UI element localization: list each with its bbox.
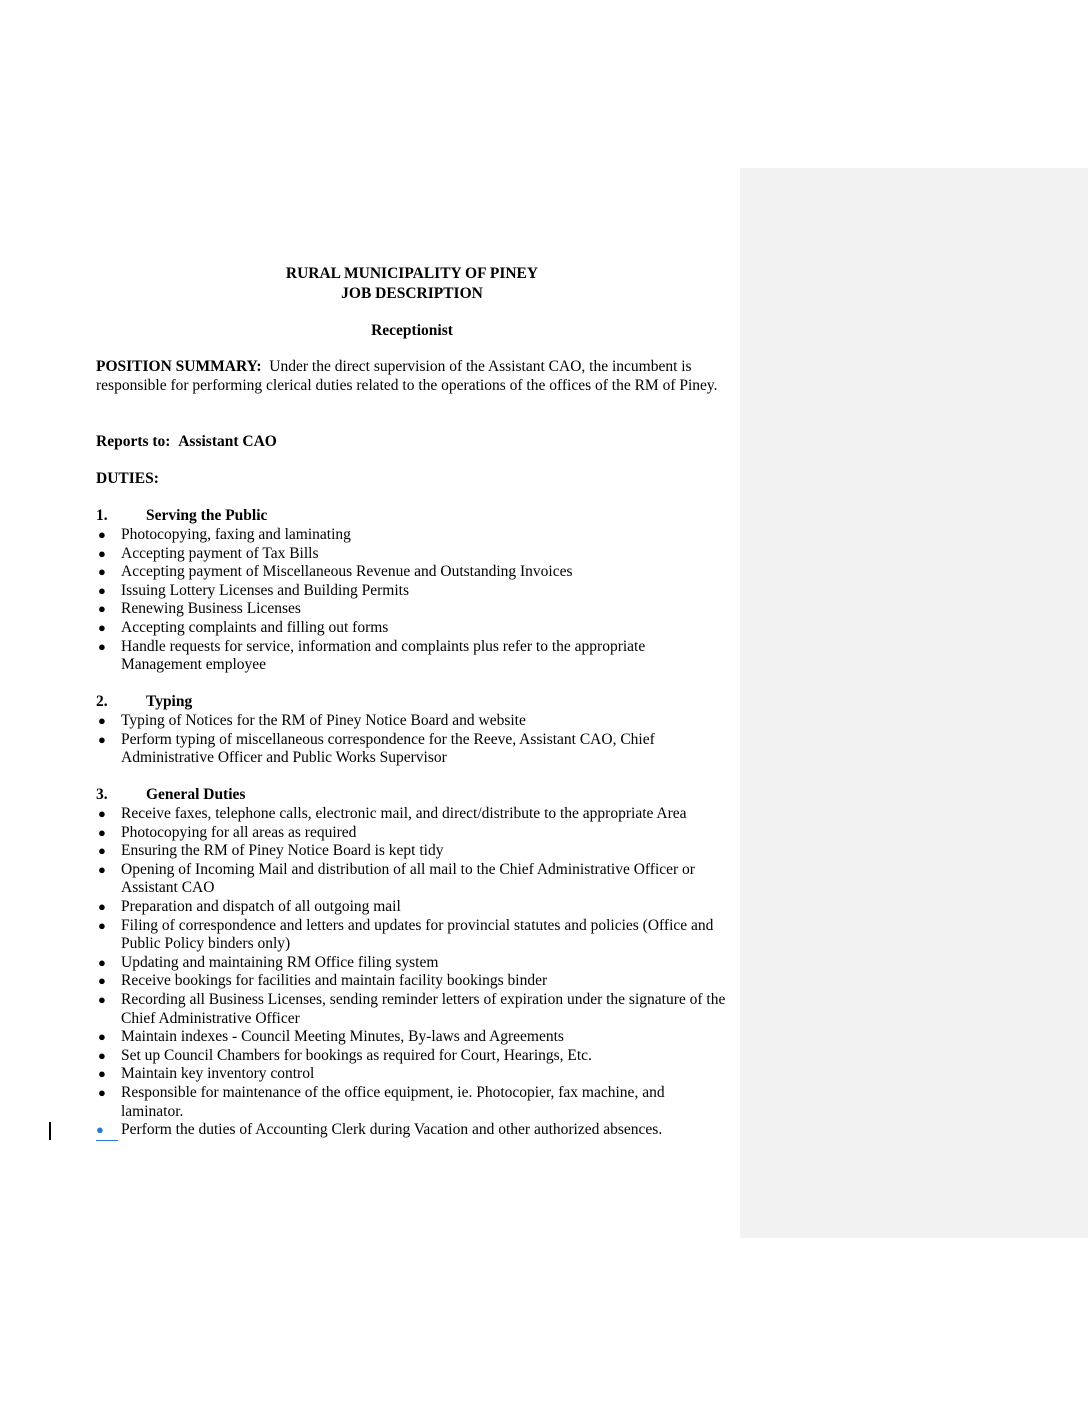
section-heading-general-duties bbox=[96, 786, 245, 805]
list-item: ● Photocopying for all areas as required bbox=[98, 823, 357, 841]
list-item: ● Set up Council Chambers for bookings as required for Court, Hearings, Etc. bbox=[98, 1046, 592, 1064]
duties-list-serving-public bbox=[96, 526, 728, 675]
list-item: ● Maintain key inventory control bbox=[98, 1065, 315, 1083]
section-title: Typing bbox=[146, 693, 193, 710]
reports-to bbox=[96, 433, 728, 452]
list-item: ● Accepting payment of Miscellaneous Revenue and Outstanding Invoices bbox=[98, 563, 573, 581]
list-item: ● Issuing Lottery Licenses and Building Permits bbox=[98, 581, 410, 599]
section-number: 2. bbox=[96, 693, 108, 710]
document-title bbox=[96, 264, 728, 304]
list-item: ● Accepting payment of Tax Bills bbox=[98, 544, 319, 562]
list-item: ● Handle requests for service, information and complaints plus refer to the appropriate Management employee bbox=[98, 637, 646, 674]
list-item: ● Receive faxes, telephone calls, electronic mail, and direct/distribute to the appropriate Area bbox=[98, 805, 687, 822]
section-heading-serving-public bbox=[96, 507, 267, 526]
bullet-icon: ● bbox=[98, 731, 106, 747]
list-item: ● Renewing Business Licenses bbox=[98, 600, 301, 618]
reports-value: Assistant CAO bbox=[178, 433, 277, 450]
bullet-icon: ● bbox=[98, 1084, 106, 1100]
duties-list-typing bbox=[96, 712, 728, 768]
duties-list-general bbox=[96, 805, 728, 1140]
bullet-icon: ● bbox=[98, 713, 106, 728]
section-title: Serving the Public bbox=[146, 507, 268, 524]
bullet-icon: ● bbox=[98, 638, 106, 654]
bullet-icon: ● bbox=[98, 843, 106, 859]
section-number: 3. bbox=[96, 786, 108, 803]
bullet-icon: ● bbox=[98, 1047, 106, 1063]
summary-text: Under the direct supervision of the Assistant CAO, the incumbent is responsible for performing clerical duties related to the operations of the offices of the RM of Piney. bbox=[96, 358, 718, 394]
section-title: General Duties bbox=[146, 786, 246, 803]
bullet-icon: ● bbox=[98, 861, 106, 877]
bullet-icon: ● bbox=[98, 991, 106, 1007]
list-item: ● Perform typing of miscellaneous correspondence for the Reeve, Assistant CAO, Chief Administrative Officer and Public Works Supervisor bbox=[98, 730, 655, 767]
list-item: ● Maintain indexes - Council Meeting Minutes, By-laws and Agreements bbox=[98, 1028, 564, 1046]
list-item: ● Preparation and dispatch of all outgoing mail bbox=[98, 897, 401, 915]
bullet-icon: ● bbox=[98, 898, 106, 914]
list-item: ● Receive bookings for facilities and maintain facility bookings binder bbox=[98, 972, 548, 990]
bullet-icon: ● bbox=[98, 527, 106, 542]
bullet-icon: ● bbox=[98, 1029, 106, 1045]
list-item: ● Recording all Business Licenses, sending reminder letters of expiration under the signature of the Chief Administrative Officer bbox=[98, 990, 726, 1027]
bullet-icon: ● bbox=[98, 973, 106, 989]
bullet-icon: ● bbox=[98, 564, 106, 580]
list-item: ● Perform the duties of Accounting Clerk during Vacation and other authorized absences. bbox=[96, 1121, 728, 1140]
position-title: Receptionist bbox=[371, 322, 453, 339]
org-title: RURAL MUNICIPALITY OF PINEY bbox=[285, 265, 539, 282]
bullet-icon: ● bbox=[98, 917, 106, 933]
list-item: ● Updating and maintaining RM Office filing system bbox=[98, 953, 439, 971]
bullet-icon: ● bbox=[98, 619, 106, 635]
bullet-icon: ● bbox=[96, 1121, 118, 1141]
section-heading-typing bbox=[96, 693, 192, 712]
bullet-icon: ● bbox=[98, 601, 106, 617]
position-summary bbox=[96, 358, 728, 395]
tracked-change-bar bbox=[49, 1122, 51, 1140]
list-item: ● Accepting complaints and filling out forms bbox=[98, 618, 389, 636]
list-item: ● Photocopying, faxing and laminating bbox=[98, 526, 351, 543]
bullet-icon: ● bbox=[98, 582, 106, 598]
bullet-icon: ● bbox=[98, 954, 106, 970]
bullet-icon: ● bbox=[98, 1066, 106, 1082]
list-item: ● Typing of Notices for the RM of Piney Notice Board and website bbox=[98, 712, 526, 729]
bullet-icon: ● bbox=[98, 824, 106, 840]
bullet-icon: ● bbox=[98, 545, 106, 561]
list-item: ● Filing of correspondence and letters and updates for provincial statutes and policies (Office and Public Policy binders only) bbox=[98, 916, 714, 953]
list-item: ● Responsible for maintenance of the office equipment, ie. Photocopier, fax machine, and laminator. bbox=[98, 1083, 665, 1120]
reports-label: Reports to: bbox=[96, 433, 171, 450]
doc-type: JOB DESCRIPTION bbox=[341, 285, 483, 302]
list-item: ● Ensuring the RM of Piney Notice Board is kept tidy bbox=[98, 842, 444, 860]
comment-pane bbox=[740, 168, 1088, 1238]
bullet-icon: ● bbox=[98, 806, 106, 821]
section-number: 1. bbox=[96, 507, 108, 524]
summary-label: POSITION SUMMARY: bbox=[96, 358, 262, 375]
duties-heading: DUTIES: bbox=[96, 470, 159, 487]
list-item: ● Opening of Incoming Mail and distribution of all mail to the Chief Administrative Officer or Assistant CAO bbox=[98, 860, 695, 897]
